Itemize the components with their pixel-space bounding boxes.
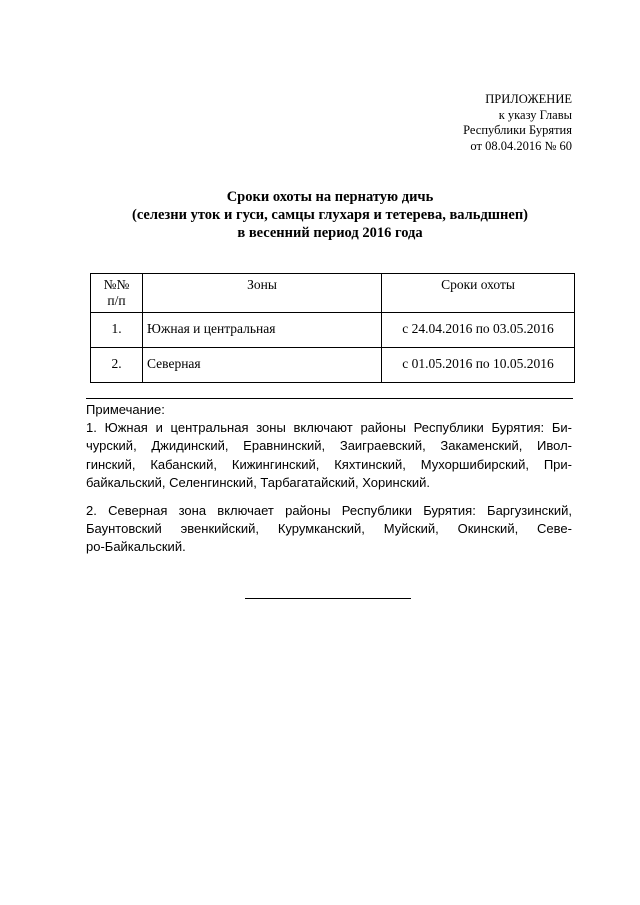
notes-block: [86, 401, 572, 557]
header-period: Сроки охоты: [382, 274, 575, 313]
closing-line: [245, 598, 411, 599]
appendix-line: к указу Главы: [498, 107, 572, 122]
table-row: [91, 313, 575, 348]
document-title: [60, 188, 600, 242]
note-line: байкальский, Селенгинский, Тарбагатайский, Хоринский.: [86, 474, 431, 490]
hunting-schedule-table: [90, 273, 575, 383]
header-number-line: п/п: [107, 293, 126, 308]
row-number: 2.: [91, 348, 143, 383]
row-zone: Северная: [143, 348, 382, 383]
note-item: [86, 419, 572, 492]
note-line: гинский, Кабанский, Кижингинский, Кяхтинский, Мухоршибирский, При-: [86, 456, 572, 472]
title-line: Сроки охоты на пернатую дичь: [226, 189, 434, 205]
header-number-line: №№: [103, 277, 130, 292]
appendix-line: от 08.04.2016 № 60: [470, 138, 572, 153]
appendix-block: [463, 92, 572, 154]
title-line: (селезни уток и гуси, самцы глухаря и тетерева, вальдшнеп): [131, 207, 529, 223]
appendix-line: ПРИЛОЖЕНИЕ: [485, 92, 572, 106]
table-row: [91, 348, 575, 383]
row-zone: Южная и центральная: [143, 313, 382, 348]
row-number: 1.: [91, 313, 143, 348]
title-line: в весенний период 2016 года: [237, 225, 423, 241]
note-line: 2. Северная зона включает районы Республики Бурятия: Баргузинский,: [86, 503, 572, 519]
header-number: [91, 274, 143, 313]
row-period: с 24.04.2016 по 03.05.2016: [382, 313, 575, 348]
table-header-row: [91, 274, 575, 313]
note-line: 1. Южная и центральная зоны включают районы Республики Бурятия: Би-: [86, 420, 572, 436]
note-line: ро-Байкальский.: [86, 539, 186, 555]
header-zones: Зоны: [143, 274, 382, 313]
row-period: с 01.05.2016 по 10.05.2016: [382, 348, 575, 383]
note-line: чурский, Джидинский, Еравнинский, Заиграевский, Закаменский, Ивол-: [86, 438, 572, 454]
appendix-line: Республики Бурятия: [463, 123, 572, 137]
notes-heading: Примечание:: [86, 402, 165, 417]
note-item: [86, 502, 572, 557]
note-line: Баунтовский эвенкийский, Курумканский, Муйский, Окинский, Севе-: [86, 521, 572, 537]
notes-divider: [86, 398, 573, 399]
